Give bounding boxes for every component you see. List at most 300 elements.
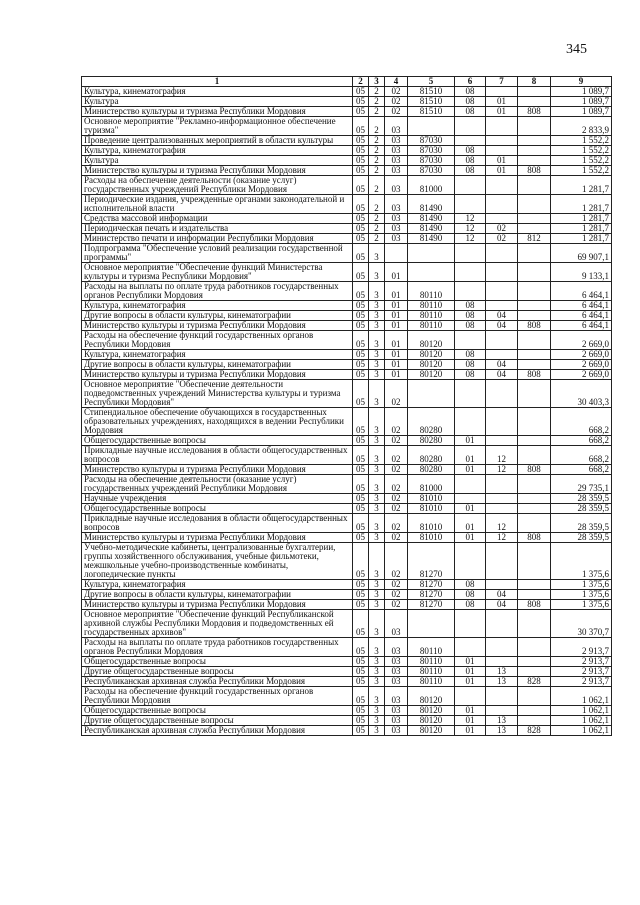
code-cell: [518, 331, 551, 350]
amount-cell: 2 669,0: [551, 331, 612, 350]
code-cell: 05: [353, 446, 369, 465]
code-cell: 81490: [408, 234, 455, 244]
code-cell: [486, 408, 518, 436]
table-row: [82, 580, 612, 590]
code-cell: 08: [455, 580, 486, 590]
code-cell: 87030: [408, 146, 455, 156]
code-cell: [408, 244, 455, 263]
code-cell: 01: [455, 504, 486, 514]
code-cell: 01: [385, 282, 408, 301]
code-cell: 03: [385, 716, 408, 726]
code-cell: [518, 716, 551, 726]
code-cell: 01: [486, 107, 518, 117]
code-cell: 05: [353, 195, 369, 214]
code-cell: 01: [385, 311, 408, 321]
code-cell: 01: [486, 166, 518, 176]
code-cell: 02: [385, 494, 408, 504]
header-cell: 8: [518, 77, 551, 87]
code-cell: 80120: [408, 331, 455, 350]
row-name-cell: Стипендиальное обеспечение обучающихся в государственных образовательных учреждениях, находящихся в ведении Республики Мордовия: [82, 408, 353, 436]
code-cell: 81270: [408, 543, 455, 580]
code-cell: 3: [369, 301, 385, 311]
row-name-cell: Прикладные научные исследования в области общегосударственных вопросов: [82, 446, 353, 465]
code-cell: 01: [455, 446, 486, 465]
code-cell: [486, 331, 518, 350]
code-cell: 03: [385, 657, 408, 667]
code-cell: [518, 380, 551, 408]
amount-cell: 2 913,7: [551, 657, 612, 667]
code-cell: 05: [353, 590, 369, 600]
code-cell: 2: [369, 176, 385, 195]
code-cell: [518, 590, 551, 600]
amount-cell: 2 669,0: [551, 350, 612, 360]
table-row: [82, 224, 612, 234]
code-cell: 02: [385, 514, 408, 533]
code-cell: [486, 436, 518, 446]
table-row: [82, 195, 612, 214]
table-row: [82, 234, 612, 244]
table-row: [82, 687, 612, 706]
table-row: [82, 446, 612, 465]
code-cell: 02: [385, 380, 408, 408]
amount-cell: 1 089,7: [551, 97, 612, 107]
code-cell: 05: [353, 370, 369, 380]
table-header-row: [82, 77, 612, 87]
table-row: [82, 146, 612, 156]
code-cell: 81270: [408, 600, 455, 610]
table-row: [82, 494, 612, 504]
code-cell: 04: [486, 311, 518, 321]
amount-cell: 668,2: [551, 408, 612, 436]
code-cell: 03: [385, 176, 408, 195]
code-cell: [518, 408, 551, 436]
code-cell: 12: [486, 533, 518, 543]
code-cell: 3: [369, 580, 385, 590]
code-cell: 01: [385, 331, 408, 350]
row-name-cell: Расходы на обеспечение деятельности (оказание услуг) государственных учреждений Республики Мордовия: [82, 176, 353, 195]
code-cell: 2: [369, 136, 385, 146]
code-cell: 05: [353, 638, 369, 657]
code-cell: 3: [369, 350, 385, 360]
code-cell: 3: [369, 514, 385, 533]
code-cell: 04: [486, 370, 518, 380]
code-cell: 01: [486, 156, 518, 166]
code-cell: 12: [486, 446, 518, 465]
code-cell: 08: [455, 87, 486, 97]
code-cell: 01: [385, 321, 408, 331]
row-name-cell: Министерство культуры и туризма Республики Мордовия: [82, 370, 353, 380]
code-cell: 02: [486, 224, 518, 234]
code-cell: 81010: [408, 514, 455, 533]
table-row: [82, 436, 612, 446]
amount-cell: 2 913,7: [551, 667, 612, 677]
amount-cell: 1 375,6: [551, 590, 612, 600]
row-name-cell: Культура: [82, 156, 353, 166]
code-cell: 808: [518, 370, 551, 380]
code-cell: 02: [385, 600, 408, 610]
code-cell: 02: [385, 543, 408, 580]
code-cell: [455, 475, 486, 494]
row-name-cell: Министерство культуры и туризма Республики Мордовия: [82, 533, 353, 543]
code-cell: 2: [369, 166, 385, 176]
code-cell: [518, 360, 551, 370]
table-row: [82, 87, 612, 97]
table-row: [82, 590, 612, 600]
code-cell: 2: [369, 146, 385, 156]
table-row: [82, 370, 612, 380]
code-cell: 3: [369, 726, 385, 736]
code-cell: 05: [353, 543, 369, 580]
code-cell: 80110: [408, 321, 455, 331]
code-cell: 05: [353, 87, 369, 97]
row-name-cell: Научные учреждения: [82, 494, 353, 504]
row-name-cell: Общегосударственные вопросы: [82, 657, 353, 667]
code-cell: [408, 380, 455, 408]
table-row: [82, 706, 612, 716]
code-cell: 3: [369, 667, 385, 677]
code-cell: 05: [353, 117, 369, 136]
code-cell: 05: [353, 610, 369, 638]
code-cell: [518, 514, 551, 533]
code-cell: 02: [385, 408, 408, 436]
table-row: [82, 677, 612, 687]
code-cell: [518, 667, 551, 677]
table-row: [82, 638, 612, 657]
code-cell: [518, 580, 551, 590]
code-cell: [518, 136, 551, 146]
code-cell: [518, 446, 551, 465]
table-row: [82, 156, 612, 166]
table-row: [82, 263, 612, 282]
code-cell: [486, 543, 518, 580]
row-name-cell: Другие общегосударственные вопросы: [82, 667, 353, 677]
code-cell: [385, 244, 408, 263]
budget-table-body: [82, 77, 612, 736]
amount-cell: 28 359,5: [551, 533, 612, 543]
code-cell: 808: [518, 465, 551, 475]
row-name-cell: Другие вопросы в области культуры, кинематографии: [82, 360, 353, 370]
amount-cell: 30 370,7: [551, 610, 612, 638]
code-cell: 3: [369, 465, 385, 475]
code-cell: [518, 87, 551, 97]
code-cell: 05: [353, 475, 369, 494]
code-cell: 80280: [408, 408, 455, 436]
code-cell: 01: [455, 533, 486, 543]
code-cell: [455, 136, 486, 146]
code-cell: 81510: [408, 97, 455, 107]
code-cell: [518, 156, 551, 166]
code-cell: 08: [455, 360, 486, 370]
code-cell: 05: [353, 667, 369, 677]
table-row: [82, 504, 612, 514]
code-cell: [518, 146, 551, 156]
code-cell: 03: [385, 156, 408, 166]
code-cell: 02: [385, 475, 408, 494]
code-cell: 3: [369, 446, 385, 465]
table-row: [82, 716, 612, 726]
code-cell: 01: [385, 350, 408, 360]
row-name-cell: Республиканская архивная служба Республики Мордовия: [82, 726, 353, 736]
code-cell: [486, 136, 518, 146]
code-cell: 05: [353, 244, 369, 263]
code-cell: 01: [385, 263, 408, 282]
code-cell: 80280: [408, 465, 455, 475]
code-cell: 3: [369, 370, 385, 380]
code-cell: 3: [369, 380, 385, 408]
code-cell: 02: [385, 87, 408, 97]
code-cell: [486, 282, 518, 301]
code-cell: 80280: [408, 436, 455, 446]
code-cell: 05: [353, 166, 369, 176]
code-cell: 2: [369, 195, 385, 214]
table-row: [82, 600, 612, 610]
code-cell: 03: [385, 726, 408, 736]
row-name-cell: Культура, кинематография: [82, 580, 353, 590]
code-cell: 02: [385, 580, 408, 590]
code-cell: 80110: [408, 301, 455, 311]
code-cell: 04: [486, 590, 518, 600]
table-row: [82, 244, 612, 263]
code-cell: 81010: [408, 504, 455, 514]
code-cell: 12: [455, 224, 486, 234]
code-cell: 01: [455, 667, 486, 677]
code-cell: 3: [369, 282, 385, 301]
code-cell: [486, 117, 518, 136]
code-cell: [518, 301, 551, 311]
code-cell: [486, 706, 518, 716]
amount-cell: 2 669,0: [551, 370, 612, 380]
row-name-cell: Культура, кинематография: [82, 146, 353, 156]
code-cell: 80120: [408, 360, 455, 370]
table-row: [82, 610, 612, 638]
amount-cell: 1 375,6: [551, 543, 612, 580]
table-row: [82, 117, 612, 136]
code-cell: 05: [353, 677, 369, 687]
code-cell: 3: [369, 716, 385, 726]
code-cell: 3: [369, 657, 385, 667]
code-cell: 05: [353, 494, 369, 504]
code-cell: [518, 657, 551, 667]
code-cell: 05: [353, 107, 369, 117]
code-cell: 03: [385, 136, 408, 146]
code-cell: 05: [353, 580, 369, 590]
code-cell: 3: [369, 360, 385, 370]
amount-cell: 1 281,7: [551, 195, 612, 214]
code-cell: [518, 176, 551, 195]
row-name-cell: Культура, кинематография: [82, 301, 353, 311]
code-cell: 05: [353, 726, 369, 736]
amount-cell: 2 669,0: [551, 360, 612, 370]
code-cell: 05: [353, 136, 369, 146]
code-cell: 05: [353, 97, 369, 107]
code-cell: 08: [455, 97, 486, 107]
code-cell: 3: [369, 331, 385, 350]
code-cell: 80110: [408, 282, 455, 301]
code-cell: [518, 195, 551, 214]
table-row: [82, 380, 612, 408]
code-cell: 02: [385, 533, 408, 543]
code-cell: 808: [518, 107, 551, 117]
code-cell: 3: [369, 311, 385, 321]
code-cell: [455, 176, 486, 195]
code-cell: 01: [455, 657, 486, 667]
code-cell: 81000: [408, 176, 455, 195]
table-row: [82, 214, 612, 224]
row-name-cell: Министерство культуры и туризма Республики Мордовия: [82, 107, 353, 117]
code-cell: 05: [353, 146, 369, 156]
row-name-cell: Министерство культуры и туризма Республики Мордовия: [82, 166, 353, 176]
header-cell: 1: [82, 77, 353, 87]
code-cell: 08: [455, 370, 486, 380]
code-cell: [455, 117, 486, 136]
code-cell: 08: [455, 301, 486, 311]
code-cell: 80110: [408, 677, 455, 687]
code-cell: [408, 263, 455, 282]
code-cell: 13: [486, 716, 518, 726]
code-cell: 81010: [408, 494, 455, 504]
code-cell: 05: [353, 156, 369, 166]
amount-cell: 2 913,7: [551, 638, 612, 657]
code-cell: 01: [385, 360, 408, 370]
amount-cell: 1 552,2: [551, 146, 612, 156]
amount-cell: 28 359,5: [551, 514, 612, 533]
code-cell: 812: [518, 234, 551, 244]
amount-cell: 1 552,2: [551, 156, 612, 166]
code-cell: 2: [369, 97, 385, 107]
table-row: [82, 176, 612, 195]
code-cell: 08: [455, 600, 486, 610]
amount-cell: 1 062,1: [551, 726, 612, 736]
code-cell: [486, 504, 518, 514]
code-cell: 02: [385, 465, 408, 475]
table-row: [82, 667, 612, 677]
amount-cell: 1 062,1: [551, 716, 612, 726]
code-cell: 02: [385, 590, 408, 600]
table-row: [82, 301, 612, 311]
code-cell: 02: [385, 504, 408, 514]
code-cell: 05: [353, 360, 369, 370]
code-cell: 08: [455, 166, 486, 176]
code-cell: 05: [353, 465, 369, 475]
amount-cell: 1 281,7: [551, 234, 612, 244]
code-cell: [486, 146, 518, 156]
code-cell: 03: [385, 166, 408, 176]
code-cell: 808: [518, 600, 551, 610]
code-cell: [518, 282, 551, 301]
code-cell: 3: [369, 638, 385, 657]
code-cell: [518, 687, 551, 706]
row-name-cell: Министерство культуры и туризма Республики Мордовия: [82, 465, 353, 475]
code-cell: 3: [369, 436, 385, 446]
code-cell: [486, 244, 518, 263]
table-row: [82, 97, 612, 107]
code-cell: 3: [369, 475, 385, 494]
code-cell: 808: [518, 166, 551, 176]
table-row: [82, 543, 612, 580]
code-cell: 01: [455, 726, 486, 736]
amount-cell: 6 464,1: [551, 282, 612, 301]
code-cell: 01: [455, 677, 486, 687]
row-name-cell: Основное мероприятие "Обеспечение деятельности подведомственных учреждений Министерства культуры и туризма Республики Мордовия": [82, 380, 353, 408]
amount-cell: 1 062,1: [551, 706, 612, 716]
code-cell: 80110: [408, 667, 455, 677]
code-cell: [455, 494, 486, 504]
code-cell: 02: [385, 107, 408, 117]
row-name-cell: Периодическая печать и издательства: [82, 224, 353, 234]
table-row: [82, 350, 612, 360]
code-cell: 08: [455, 107, 486, 117]
row-name-cell: Общегосударственные вопросы: [82, 504, 353, 514]
code-cell: 03: [385, 195, 408, 214]
table-row: [82, 657, 612, 667]
row-name-cell: Другие вопросы в области культуры, кинематографии: [82, 590, 353, 600]
code-cell: [486, 687, 518, 706]
row-name-cell: Средства массовой информации: [82, 214, 353, 224]
code-cell: 2: [369, 87, 385, 97]
code-cell: 87030: [408, 166, 455, 176]
table-row: [82, 726, 612, 736]
amount-cell: 1 089,7: [551, 107, 612, 117]
header-cell: 7: [486, 77, 518, 87]
code-cell: 03: [385, 667, 408, 677]
code-cell: 12: [455, 214, 486, 224]
code-cell: [518, 97, 551, 107]
code-cell: 2: [369, 214, 385, 224]
code-cell: [486, 214, 518, 224]
code-cell: 03: [385, 677, 408, 687]
code-cell: 01: [455, 465, 486, 475]
code-cell: [486, 301, 518, 311]
code-cell: 05: [353, 408, 369, 436]
amount-cell: 6 464,1: [551, 321, 612, 331]
code-cell: [486, 610, 518, 638]
code-cell: 01: [486, 97, 518, 107]
code-cell: 01: [455, 716, 486, 726]
code-cell: 87030: [408, 156, 455, 166]
code-cell: 03: [385, 117, 408, 136]
code-cell: 04: [486, 321, 518, 331]
code-cell: 81510: [408, 87, 455, 97]
amount-cell: 6 464,1: [551, 311, 612, 321]
code-cell: 87030: [408, 136, 455, 146]
code-cell: 03: [385, 638, 408, 657]
row-name-cell: Общегосударственные вопросы: [82, 436, 353, 446]
code-cell: [408, 117, 455, 136]
header-cell: 3: [369, 77, 385, 87]
code-cell: 3: [369, 610, 385, 638]
code-cell: [486, 350, 518, 360]
code-cell: 08: [455, 590, 486, 600]
code-cell: 3: [369, 494, 385, 504]
code-cell: 81490: [408, 195, 455, 214]
row-name-cell: Прикладные научные исследования в области общегосударственных вопросов: [82, 514, 353, 533]
code-cell: [518, 117, 551, 136]
row-name-cell: Расходы на обеспечение функций государственных органов Республики Мордовия: [82, 687, 353, 706]
code-cell: [486, 657, 518, 667]
code-cell: 3: [369, 706, 385, 716]
code-cell: 01: [385, 301, 408, 311]
row-name-cell: Другие вопросы в области культуры, кинематографии: [82, 311, 353, 321]
code-cell: [518, 543, 551, 580]
code-cell: [455, 687, 486, 706]
amount-cell: 28 359,5: [551, 494, 612, 504]
code-cell: 05: [353, 234, 369, 244]
code-cell: 05: [353, 311, 369, 321]
code-cell: 05: [353, 514, 369, 533]
code-cell: 80120: [408, 687, 455, 706]
row-name-cell: Республиканская архивная служба Республики Мордовия: [82, 677, 353, 687]
amount-cell: 668,2: [551, 446, 612, 465]
